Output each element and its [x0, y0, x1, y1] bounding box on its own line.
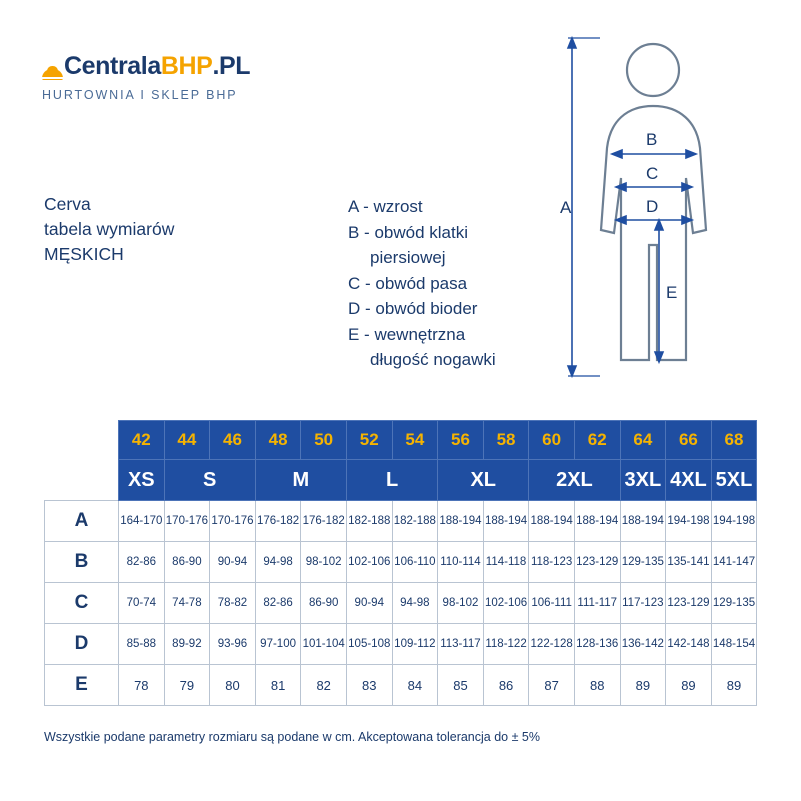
table-cell: 79 [164, 665, 210, 706]
size-header-numeric: 44 [164, 421, 210, 460]
row-label: A [45, 501, 119, 542]
table-cell: 188-194 [574, 501, 620, 542]
table-cell: 98-102 [301, 542, 347, 583]
table-header-numeric [45, 421, 757, 460]
table-cell: 170-176 [210, 501, 256, 542]
size-header-numeric: 42 [119, 421, 165, 460]
body-measurement-figure [560, 30, 780, 385]
legend-item-b: B - obwód klatki [348, 222, 468, 242]
table-cell: 87 [529, 665, 575, 706]
row-label: D [45, 624, 119, 665]
size-header-numeric: 54 [392, 421, 438, 460]
table-row [45, 665, 757, 706]
table-row [45, 501, 757, 542]
table-cell: 80 [210, 665, 256, 706]
arrow-d [616, 216, 692, 224]
table-cell: 102-106 [483, 583, 529, 624]
table-cell: 86-90 [301, 583, 347, 624]
table-cell: 188-194 [438, 501, 484, 542]
figure-svg [560, 30, 780, 385]
title-line-3: MĘSKICH [44, 244, 124, 264]
table-cell: 78 [119, 665, 165, 706]
size-header-letter: M [255, 460, 346, 501]
table-cell: 106-110 [392, 542, 438, 583]
arrow-c [616, 183, 692, 191]
table-cell: 182-188 [392, 501, 438, 542]
figure-label-b: B [646, 130, 658, 149]
table-cell: 94-98 [392, 583, 438, 624]
table-corner-blank [45, 421, 119, 460]
table-cell: 88 [574, 665, 620, 706]
size-header-letter: 4XL [666, 460, 712, 501]
arrow-b [612, 150, 696, 158]
size-header-numeric: 52 [346, 421, 392, 460]
logo-text-bhp: BHP [160, 52, 213, 80]
logo-text-pl: .PL [212, 52, 251, 80]
table-cell: 164-170 [119, 501, 165, 542]
table-cell: 89 [620, 665, 666, 706]
size-header-numeric: 62 [574, 421, 620, 460]
measurement-legend [348, 194, 496, 373]
size-header-letter: L [346, 460, 437, 501]
table-cell: 81 [255, 665, 301, 706]
size-header-numeric: 64 [620, 421, 666, 460]
table-cell: 74-78 [164, 583, 210, 624]
table-cell: 82 [301, 665, 347, 706]
table-cell: 94-98 [255, 542, 301, 583]
legend-item-e: E - wewnętrzna [348, 324, 466, 344]
table-cell: 113-117 [438, 624, 484, 665]
table-cell: 176-182 [301, 501, 347, 542]
legend-item-b-cont: piersiowej [370, 248, 446, 267]
table-cell: 86-90 [164, 542, 210, 583]
size-header-numeric: 60 [529, 421, 575, 460]
table-cell: 89-92 [164, 624, 210, 665]
table-cell: 188-194 [529, 501, 575, 542]
size-table [44, 420, 757, 706]
table-cell: 109-112 [392, 624, 438, 665]
table-cell: 84 [392, 665, 438, 706]
logo-text-centrala: Centrala [64, 52, 161, 80]
table-cell: 106-111 [529, 583, 575, 624]
table-cell: 86 [483, 665, 529, 706]
table-cell: 123-129 [574, 542, 620, 583]
table-cell: 90-94 [210, 542, 256, 583]
size-header-letter: S [164, 460, 255, 501]
size-table-wrapper [44, 420, 757, 706]
logo-tagline: HURTOWNIA I SKLEP BHP [42, 88, 238, 102]
table-cell: 176-182 [255, 501, 301, 542]
table-cell: 148-154 [711, 624, 757, 665]
figure-label-d: D [646, 197, 659, 216]
size-header-numeric: 58 [483, 421, 529, 460]
size-header-letter: 2XL [529, 460, 620, 501]
table-cell: 102-106 [346, 542, 392, 583]
table-cell: 118-122 [483, 624, 529, 665]
logo-wordmark [42, 52, 342, 81]
table-cell: 142-148 [666, 624, 712, 665]
table-header-letter [45, 460, 757, 501]
page-title [44, 192, 174, 267]
size-header-letter: 3XL [620, 460, 666, 501]
table-cell: 82-86 [255, 583, 301, 624]
table-cell: 188-194 [483, 501, 529, 542]
table-cell: 129-135 [711, 583, 757, 624]
table-cell: 105-108 [346, 624, 392, 665]
table-cell: 194-198 [711, 501, 757, 542]
size-header-letter: 5XL [711, 460, 757, 501]
helmet-icon [42, 57, 63, 81]
legend-item-a: A - wzrost [348, 197, 423, 216]
table-cell: 89 [711, 665, 757, 706]
table-cell: 83 [346, 665, 392, 706]
table-cell: 98-102 [438, 583, 484, 624]
table-cell: 90-94 [346, 583, 392, 624]
table-cell: 136-142 [620, 624, 666, 665]
table-corner-blank [45, 460, 119, 501]
table-cell: 123-129 [666, 583, 712, 624]
legend-item-e-cont: długość nogawki [370, 350, 496, 369]
table-cell: 170-176 [164, 501, 210, 542]
row-label: E [45, 665, 119, 706]
figure-label-c: C [646, 164, 659, 183]
table-cell: 122-128 [529, 624, 575, 665]
size-header-letter: XS [119, 460, 165, 501]
table-cell: 129-135 [620, 542, 666, 583]
size-header-numeric: 56 [438, 421, 484, 460]
footer-note: Wszystkie podane parametry rozmiaru są podane w cm. Akceptowana tolerancja do ± 5% [44, 730, 540, 744]
title-line-1: Cerva [44, 194, 91, 214]
table-cell: 182-188 [346, 501, 392, 542]
table-cell: 128-136 [574, 624, 620, 665]
title-line-2: tabela wymiarów [44, 219, 175, 239]
size-header-numeric: 68 [711, 421, 757, 460]
table-cell: 70-74 [119, 583, 165, 624]
table-cell: 111-117 [574, 583, 620, 624]
table-cell: 194-198 [666, 501, 712, 542]
table-row [45, 542, 757, 583]
table-cell: 93-96 [210, 624, 256, 665]
table-cell: 110-114 [438, 542, 484, 583]
logo [42, 52, 342, 102]
table-cell: 188-194 [620, 501, 666, 542]
table-cell: 114-118 [483, 542, 529, 583]
arrow-a [568, 38, 600, 376]
table-row [45, 583, 757, 624]
row-label: C [45, 583, 119, 624]
figure-label-e: E [666, 283, 678, 302]
table-cell: 141-147 [711, 542, 757, 583]
size-header-numeric: 50 [301, 421, 347, 460]
size-header-letter: XL [438, 460, 529, 501]
legend-item-d: D - obwód bioder [348, 299, 478, 318]
table-cell: 85-88 [119, 624, 165, 665]
row-label: B [45, 542, 119, 583]
figure-label-a: A [560, 198, 572, 217]
table-cell: 85 [438, 665, 484, 706]
table-cell: 89 [666, 665, 712, 706]
table-cell: 82-86 [119, 542, 165, 583]
table-cell: 101-104 [301, 624, 347, 665]
table-cell: 97-100 [255, 624, 301, 665]
table-cell: 78-82 [210, 583, 256, 624]
size-header-numeric: 46 [210, 421, 256, 460]
legend-item-c: C - obwód pasa [348, 273, 468, 293]
table-cell: 135-141 [666, 542, 712, 583]
table-cell: 118-123 [529, 542, 575, 583]
size-header-numeric: 48 [255, 421, 301, 460]
table-cell: 117-123 [620, 583, 666, 624]
table-row [45, 624, 757, 665]
size-header-numeric: 66 [666, 421, 712, 460]
